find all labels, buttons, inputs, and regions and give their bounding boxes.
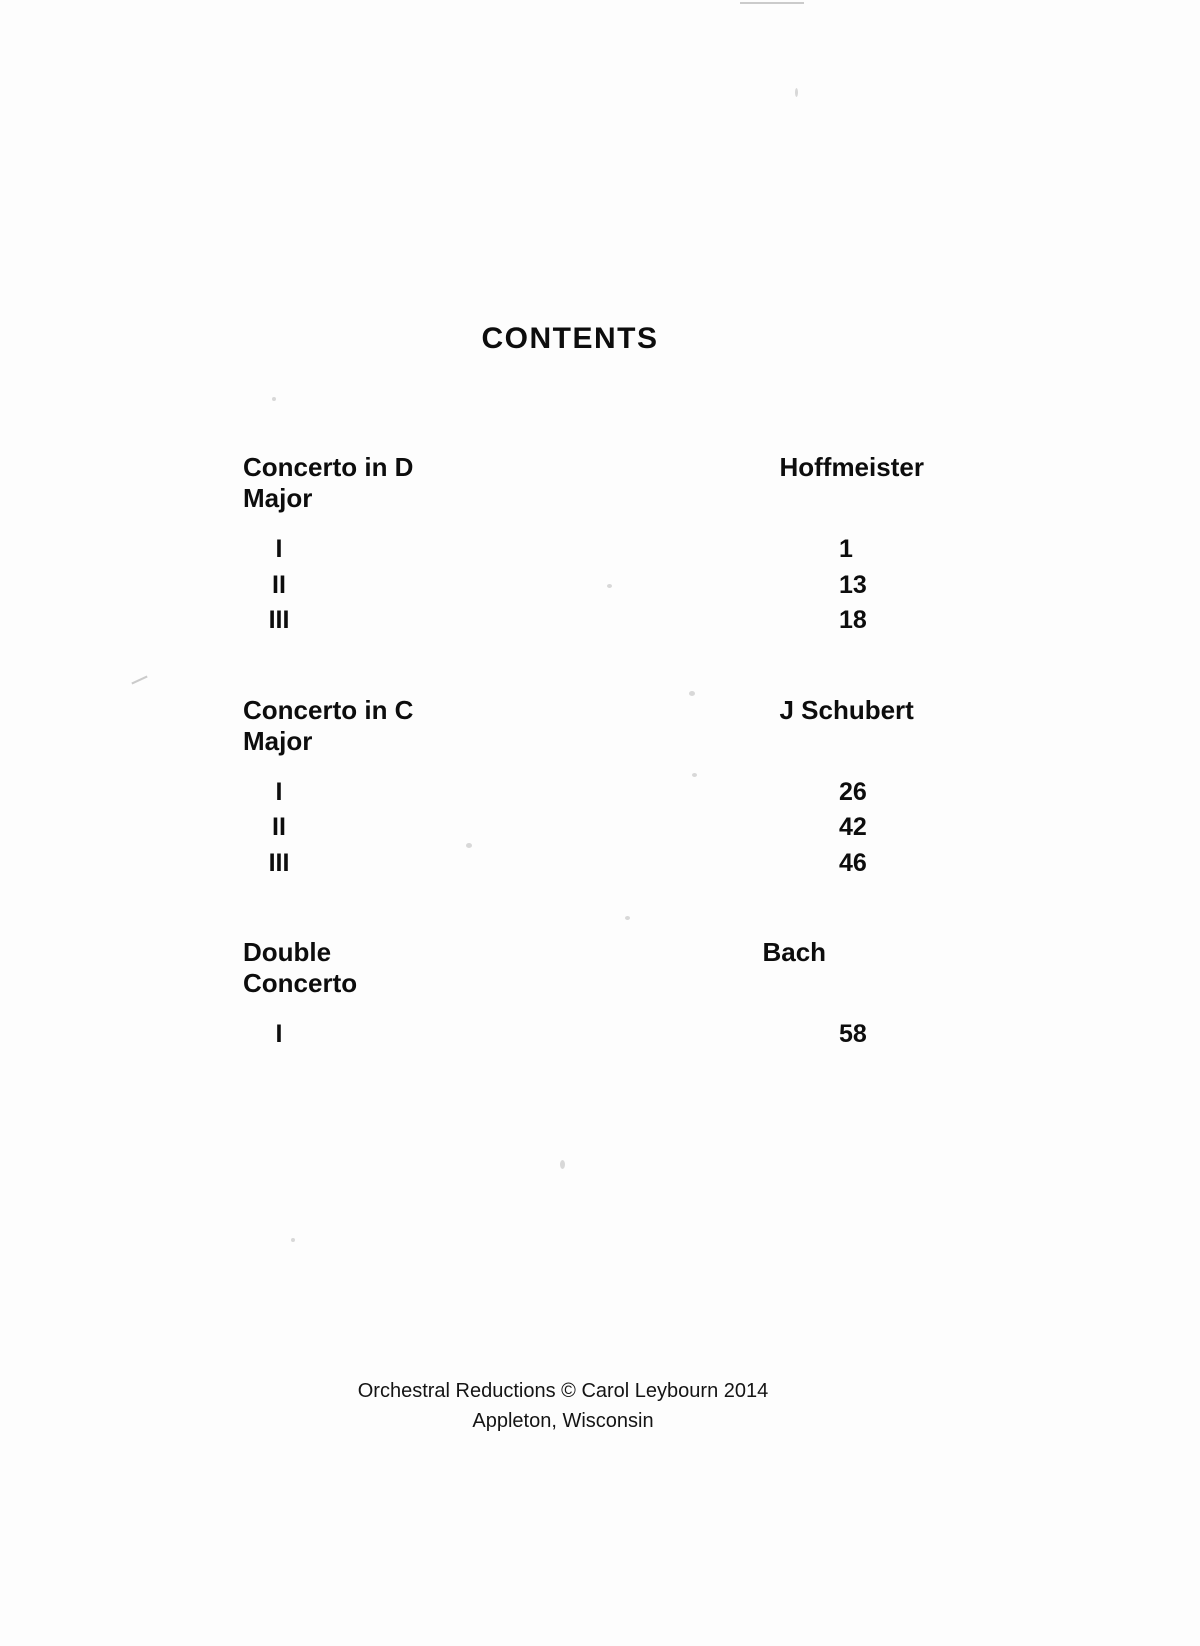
toc-group xyxy=(243,452,983,639)
colophon xyxy=(0,1376,1163,1436)
movement-page-number: 18 xyxy=(839,606,867,634)
movement-row xyxy=(243,603,983,639)
movement-page-number: 58 xyxy=(839,1020,867,1048)
movement-label: I xyxy=(275,777,283,806)
colophon-line-location: Appleton, Wisconsin xyxy=(472,1410,654,1432)
table-of-contents xyxy=(243,452,983,1097)
movement-row xyxy=(243,532,983,568)
scan-artifact xyxy=(291,1238,295,1242)
movement-row xyxy=(243,810,983,846)
colophon-line-copyright: Orchestral Reductions © Carol Leybourn 2014 xyxy=(357,1380,769,1402)
movement-row xyxy=(243,846,983,882)
movement-label: II xyxy=(272,570,286,599)
toc-group xyxy=(243,937,983,1053)
movement-page-number: 26 xyxy=(839,777,867,806)
movement-label: III xyxy=(268,606,290,634)
scan-artifact xyxy=(131,676,147,685)
movement-label: II xyxy=(272,813,286,841)
scan-artifact xyxy=(560,1160,565,1169)
scan-artifact xyxy=(272,397,276,401)
movement-row xyxy=(243,568,983,604)
movement-page-number: 46 xyxy=(839,848,867,877)
toc-entry-heading xyxy=(243,937,983,999)
scan-artifact xyxy=(795,88,798,97)
composer-name: Bach xyxy=(762,937,827,967)
movement-label: I xyxy=(275,1020,283,1048)
toc-group xyxy=(243,695,983,882)
movement-label: I xyxy=(275,535,283,563)
movement-label: III xyxy=(268,848,290,877)
composer-name: Hoffmeister xyxy=(779,452,924,482)
scan-artifact xyxy=(740,2,804,4)
page-title: CONTENTS xyxy=(481,322,659,355)
movement-page-number: 42 xyxy=(839,813,867,841)
toc-entry-heading xyxy=(243,452,983,514)
work-title: Double Concerto xyxy=(243,937,358,998)
toc-entry-heading xyxy=(243,695,983,757)
work-title: Concerto in D Major xyxy=(243,452,414,513)
movement-row xyxy=(243,775,983,811)
movement-page-number: 1 xyxy=(839,535,853,563)
work-title: Concerto in C Major xyxy=(243,694,414,756)
composer-name: J Schubert xyxy=(779,694,914,725)
movement-page-number: 13 xyxy=(839,570,867,599)
movement-row xyxy=(243,1017,983,1053)
